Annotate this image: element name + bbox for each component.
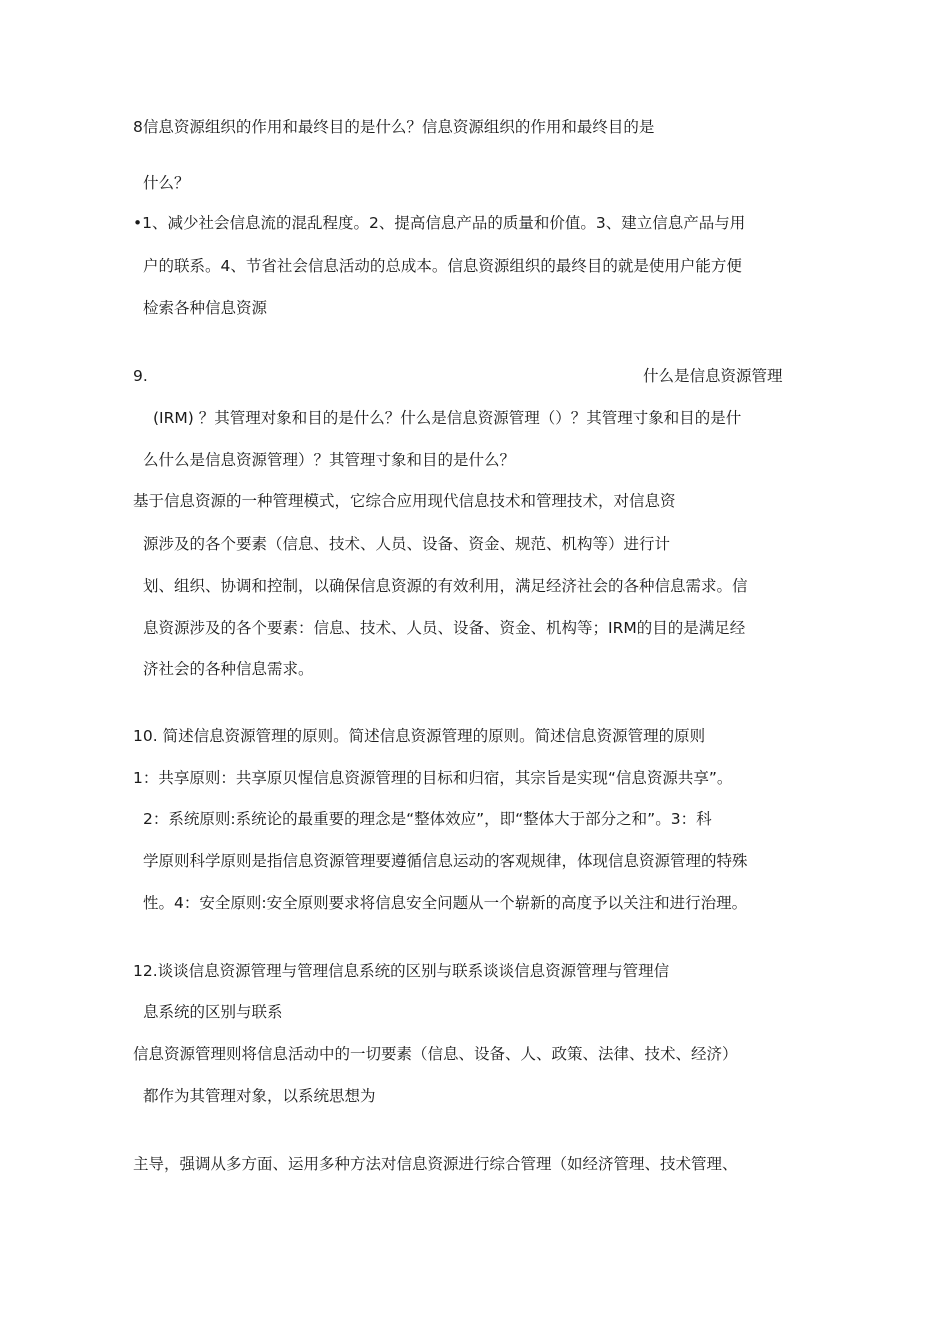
question-8-title: 8信息资源组织的作用和最终目的是什么？信息资源组织的作用和最终目的是 (133, 118, 655, 136)
question-12-answer-line-1: 信息资源管理则将信息活动中的一切要素（信息、设备、人、政策、法律、技术、经济） (133, 1045, 738, 1063)
question-9-answer-line-4: 息资源涉及的各个要素：信息、技术、人员、设备、资金、机构等；IRM的目的是满足经 (143, 619, 746, 637)
question-9-answer-line-1: 基于信息资源的一种管理模式，它综合应用现代信息技术和管理技术，对信息资 (133, 492, 676, 510)
question-9-answer-line-2: 源涉及的各个要素（信息、技术、人员、设备、资金、规范、机构等）进行计 (143, 535, 671, 553)
question-9-title-line-1: (IRM) ？其管理对象和目的是什么？什么是信息资源管理（）？其管理寸象和目的是什 (153, 409, 742, 427)
question-12-title: 12.谈谈信息资源管理与管理信息系统的区别与联系谈谈信息资源管理与管理信 (133, 962, 670, 980)
question-8-answer-line-3: 检索各种信息资源 (143, 299, 268, 317)
question-9-answer-line-3: 划、组织、协调和控制，以确保信息资源的有效利用，满足经济社会的各种信息需求。信 (143, 577, 748, 595)
question-10-title: 10. 简述信息资源管理的原则。简述信息资源管理的原则。简述信息资源管理的原则 (133, 727, 706, 745)
question-9-title-right: 什么是信息资源管理 (643, 367, 783, 385)
question-10-answer-line-4: 性。4：安全原则:安全原则要求将信息安全问题从一个崭新的高度予以关注和进行治理。 (143, 894, 748, 912)
question-8-answer-line-2: 户的联系。4、节省社会信息活动的总成本。信息资源组织的最终目的就是使用户能方便 (143, 257, 742, 275)
question-12-answer-tail: 主导，强调从多方面、运用多种方法对信息资源进行综合管理（如经济管理、技术管理、 (133, 1155, 738, 1173)
question-10-answer-line-2: 2：系统原则:系统论的最重要的理念是“整体效应”，即“整体大于部分之和”。3：科 (143, 810, 712, 828)
question-12-answer-line-2: 都作为其管理对象，以系统思想为 (143, 1087, 376, 1105)
question-9-number: 9. (133, 367, 148, 385)
question-9-title-line-2: 么什么是信息资源管理）？其管理寸象和目的是什么？ (143, 451, 516, 469)
question-10-answer-line-1: 1：共享原则：共享原贝惺信息资源管理的目标和归宿，其宗旨是实现“信息资源共享”。 (133, 769, 733, 787)
question-10-answer-line-3: 学原则科学原则是指信息资源管理要遵循信息运动的客观规律，体现信息资源管理的特殊 (143, 852, 748, 870)
question-9-answer-line-5: 济社会的各种信息需求。 (143, 660, 314, 678)
question-8-answer-line-1: •1、减少社会信息流的混乱程度。2、提高信息产品的质量和价值。3、建立信息产品与用 (133, 214, 746, 232)
question-8-title-cont: 什么？ (143, 174, 190, 192)
question-12-title-cont: 息系统的区别与联系 (143, 1003, 283, 1021)
